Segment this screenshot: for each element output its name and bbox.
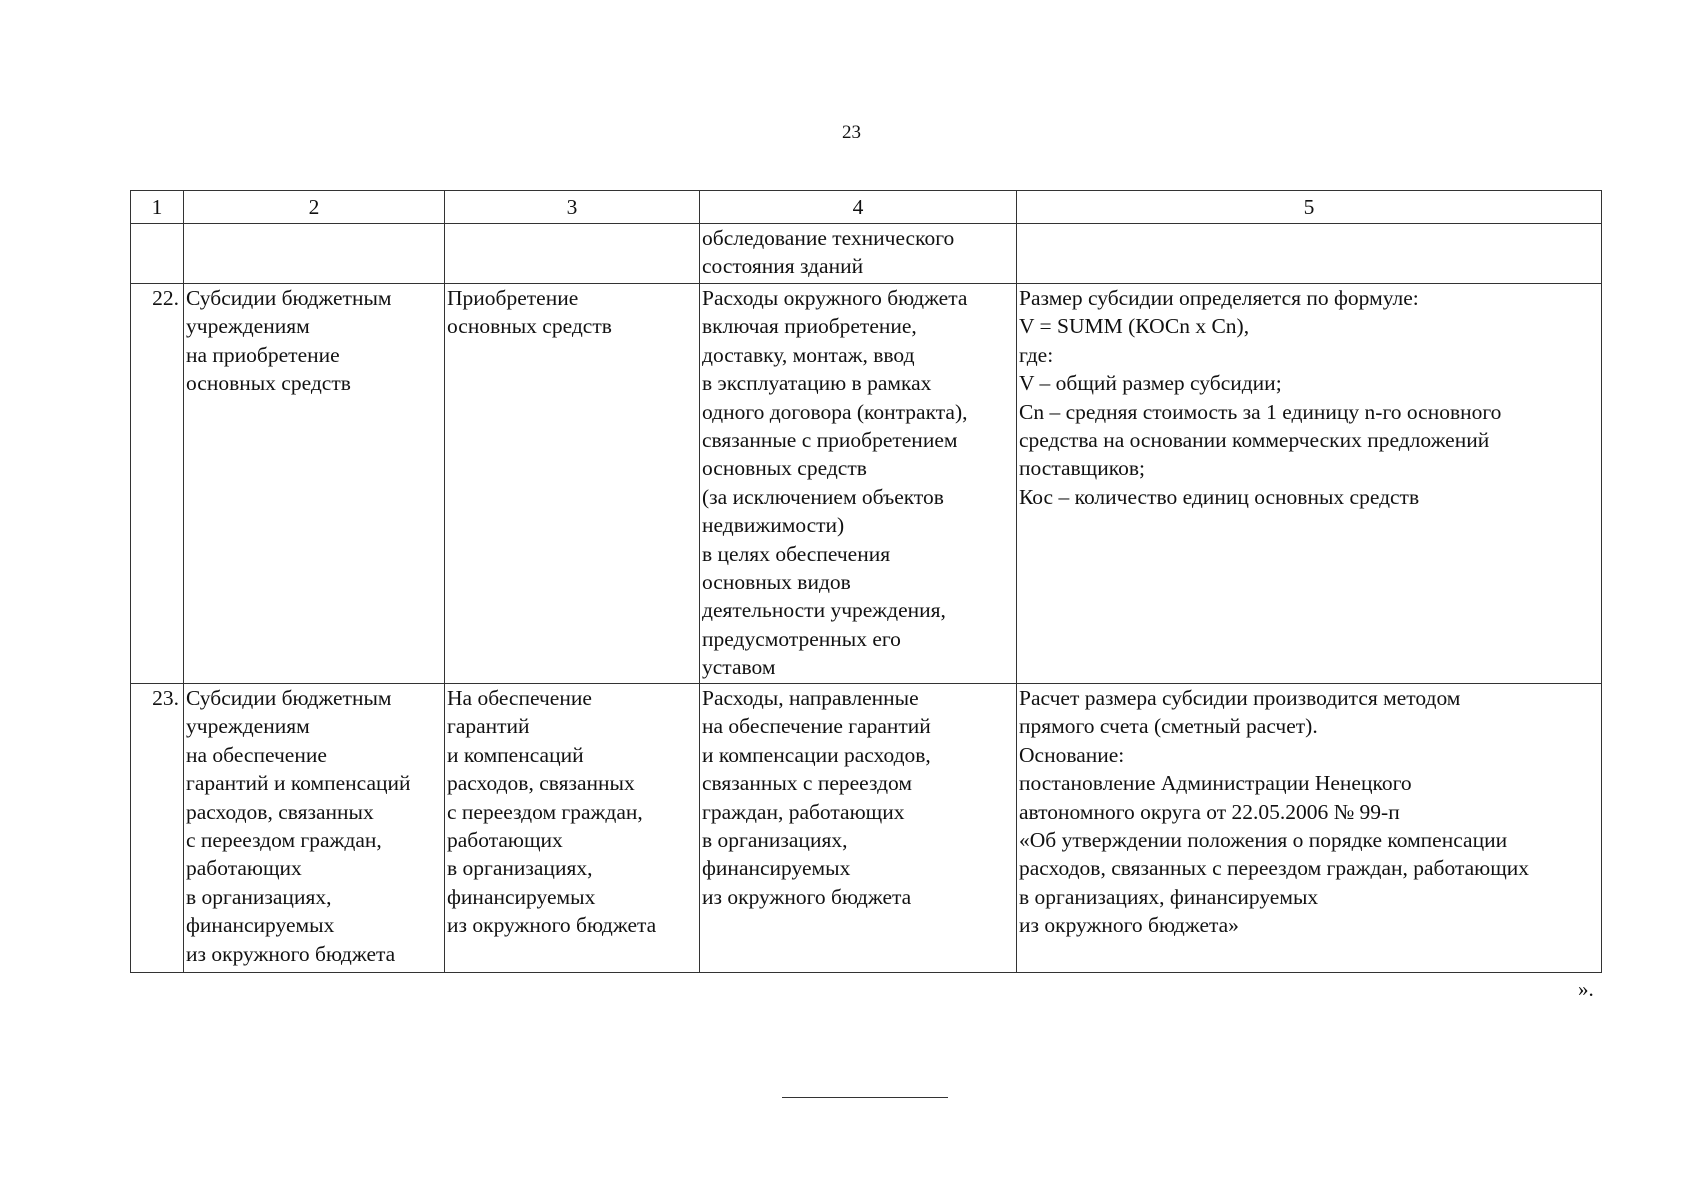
expenses-cell: Расходы, направленные на обеспечение гарантий и компенсации расходов, связанных с переездом граждан, работающих в организациях, финансируемых из окружного бюджета <box>700 684 1017 973</box>
column-number-4: 4 <box>700 191 1017 224</box>
column-number-5: 5 <box>1017 191 1602 224</box>
table-row-22 <box>131 284 1602 684</box>
column-number-2: 2 <box>184 191 445 224</box>
expenses-cell: Расходы окружного бюджета включая приобретение, доставку, монтаж, ввод в эксплуатацию в рамках одного договора (контракта), связанные с приобретением основных средств (за исключением объектов недвижимости) в целях обеспечения основных видов деятельности учреждения, предусмотренных его уставом <box>700 284 1017 684</box>
closing-quote-mark: ». <box>1578 977 1594 1001</box>
subsidy-name-cell: Субсидии бюджетным учреждениям на приобретение основных средств <box>184 284 445 684</box>
row-number <box>131 224 184 284</box>
purpose-cell: Приобретение основных средств <box>445 284 700 684</box>
row-number: 22. <box>131 284 184 684</box>
end-of-document-rule <box>782 1097 948 1098</box>
table-header-row <box>131 191 1602 224</box>
calculation-cell: Размер субсидии определяется по формуле: V = SUMM (КОСn x Сn), где: V – общий размер субсидии; Сn – средняя стоимость за 1 единицу n-го основного средства на основании коммерческих предложений поставщиков; Кос – количество единиц основных средств <box>1017 284 1602 684</box>
calculation-cell <box>1017 224 1602 284</box>
table-row-23 <box>131 684 1602 973</box>
purpose-cell: На обеспечение гарантий и компенсаций расходов, связанных с переездом граждан, работающих в организациях, финансируемых из окружного бюджета <box>445 684 700 973</box>
expenses-cell: обследование технического состояния зданий <box>700 224 1017 284</box>
row-number: 23. <box>131 684 184 973</box>
calculation-cell: Расчет размера субсидии производится методом прямого счета (сметный расчет). Основание: постановление Администрации Ненецкого автономного округа от 22.05.2006 № 99-п «Об утверждении положения о порядке компенсации расходов, связанных с переездом граждан, работающих в организациях, финансируемых из окружного бюджета» <box>1017 684 1602 973</box>
page-number: 23 <box>842 122 861 143</box>
subsidy-name-cell: Субсидии бюджетным учреждениям на обеспечение гарантий и компенсаций расходов, связанных с переездом граждан, работающих в организациях, финансируемых из окружного бюджета <box>184 684 445 973</box>
column-number-3: 3 <box>445 191 700 224</box>
table-row-continuation <box>131 224 1602 284</box>
column-number-1: 1 <box>131 191 184 224</box>
subsidy-name-cell <box>184 224 445 284</box>
budget-subsidy-table <box>130 190 1602 973</box>
purpose-cell <box>445 224 700 284</box>
